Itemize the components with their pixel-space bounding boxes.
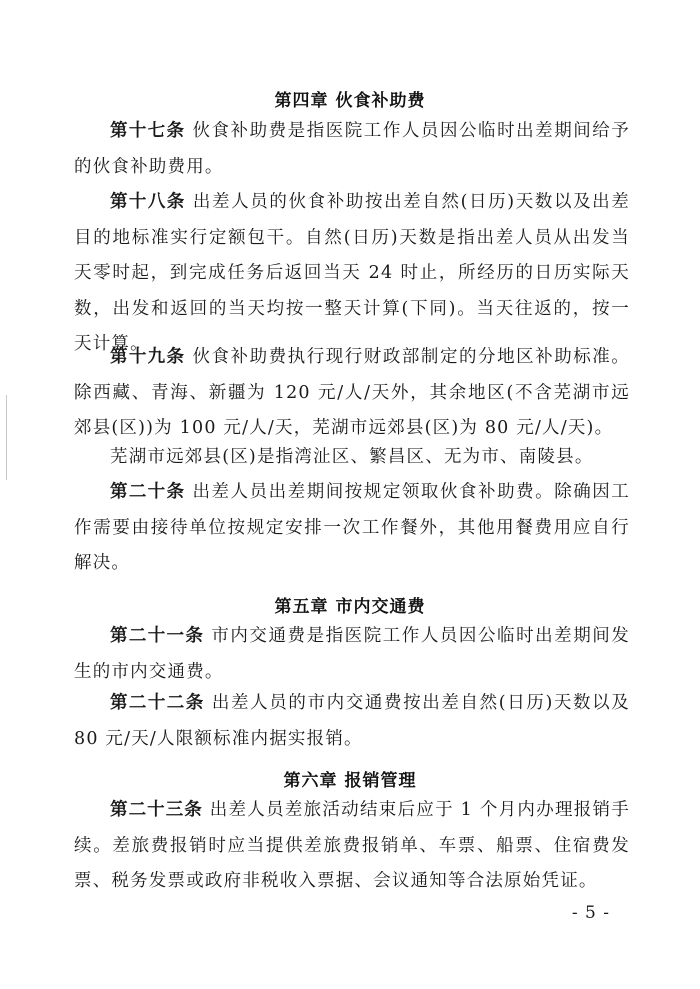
article-17-text: 伙食补助费是指医院工作人员因公临时出差期间给予的伙食补助费用。	[74, 121, 631, 177]
article-18	[74, 185, 630, 363]
article-22-text: 出差人员的市内交通费按出差自然(日历)天数以及 80 元/天/人限额标准内据实报销。	[74, 693, 631, 749]
chapter-4-title: 第四章 伙食补助费	[274, 91, 426, 111]
article-23-label: 第二十三条	[110, 800, 203, 820]
article-19-note: 芜湖市远郊县(区)是指湾沚区、繁昌区、无为市、南陵县。	[110, 447, 594, 467]
article-21-text: 市内交通费是指医院工作人员因公临时出差期间发生的市内交通费。	[74, 626, 630, 682]
article-19-label: 第十九条	[110, 347, 186, 367]
article-20	[74, 475, 630, 582]
article-18-label: 第十八条	[110, 192, 186, 212]
page-number: - 5 -	[571, 903, 610, 923]
article-20-text: 出差人员出差期间按规定领取伙食补助费。除确因工作需要由接待单位按规定安排一次工作餐外，其他用餐费用应自行解决。	[74, 482, 631, 573]
article-23	[74, 793, 630, 900]
article-20-label: 第二十条	[110, 482, 186, 502]
article-19	[74, 340, 630, 447]
article-22	[74, 686, 630, 757]
article-17-label: 第十七条	[110, 121, 186, 141]
article-21	[74, 619, 630, 690]
article-18-text: 出差人员的伙食补助按出差自然(日历)天数以及出差目的地标准实行定额包干。自然(日历)天数是指出差人员从出发当天零时起，到完成任务后返回当天 24 时止，所经历的日历实际天数，出发和返回的当天均按一整天计算(下同)。当天往返的，按一天计算。	[74, 192, 631, 354]
chapter-6-title: 第六章 报销管理	[283, 771, 417, 791]
article-17	[74, 114, 630, 185]
article-22-label: 第二十二条	[110, 693, 205, 713]
chapter-5-title: 第五章 市内交通费	[274, 597, 426, 617]
article-19-text: 伙食补助费执行现行财政部制定的分地区补助标准。除西藏、青海、新疆为 120 元/人/天外，其余地区(不含芜湖市远郊县(区))为 100 元/人/天，芜湖市远郊县(区)为 80 元/人/天)。	[74, 347, 631, 438]
article-23-text: 出差人员差旅活动结束后应于 1 个月内办理报销手续。差旅费报销时应当提供差旅费报销单、车票、船票、住宿费发票、税务发票或政府非税收入票据、会议通知等合法原始凭证。	[74, 800, 630, 891]
binding-mark	[6, 395, 7, 480]
article-21-label: 第二十一条	[110, 626, 205, 646]
